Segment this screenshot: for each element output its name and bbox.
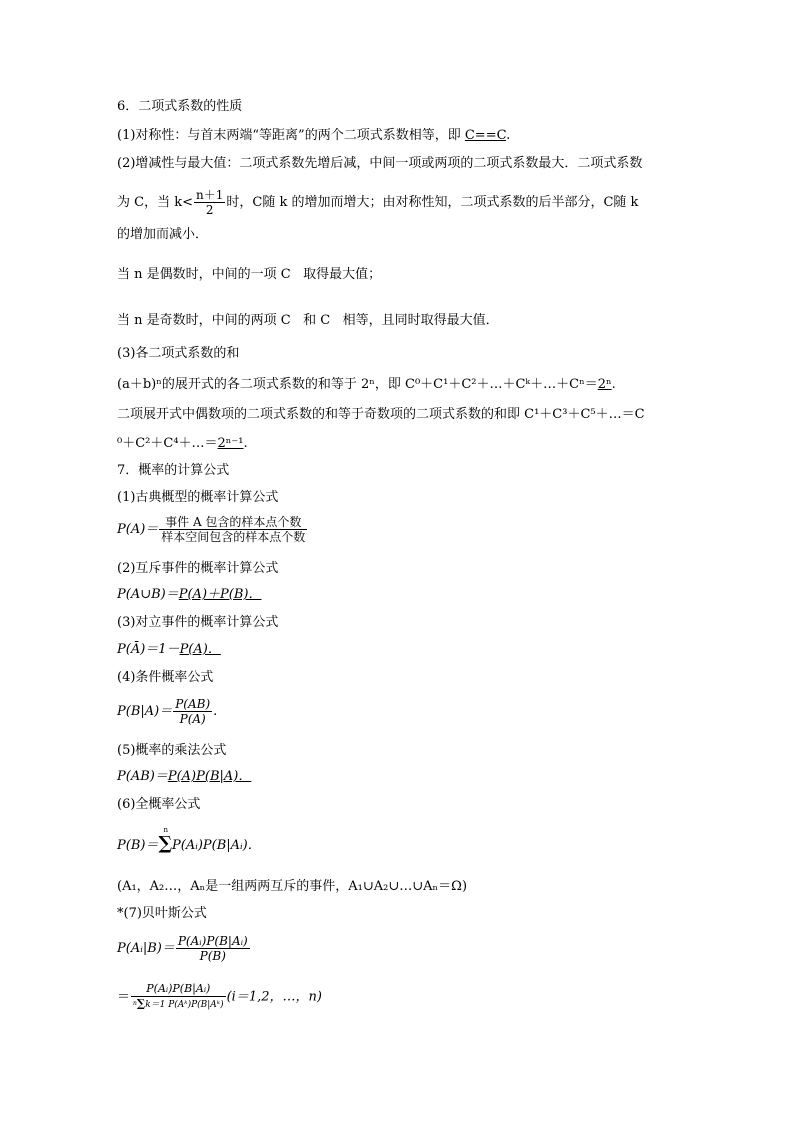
bayes-den-1: P(B) — [199, 949, 226, 963]
bayes-heading: *(7)贝叶斯公式 — [117, 906, 207, 921]
sum-value: 2ⁿ — [597, 377, 612, 392]
monotonic-line-1: (2)增减性与最大值：二项式系数先增后减，中间一项或两项的二项式系数最大．二项式系数 — [117, 156, 643, 171]
bayes-den-2 — [131, 997, 226, 1012]
symmetry-formula: C==C — [464, 128, 507, 143]
sum-line: (a＋b)ⁿ的展开式的各二项式系数的和等于 2ⁿ，即 C⁰＋C¹＋C²＋…＋Cᵏ＋…＋Cⁿ＝2ⁿ. — [117, 377, 616, 392]
multiplication-heading: (5)概率的乘法公式 — [117, 743, 227, 758]
bayes-num-1: P(Aᵢ)P(B|Aᵢ) — [177, 934, 248, 948]
exclusive-lhs: P(A∪B)＝ — [117, 587, 179, 602]
classical-lhs: P(A)＝ — [117, 522, 159, 537]
bayes-lhs: P(Aᵢ|B)＝ — [117, 941, 175, 956]
symmetry-tail: . — [506, 128, 511, 143]
bayes-den-2-text: k＝1 P(Aᵏ)P(B|Aᵏ) — [145, 1000, 224, 1010]
odd-case-text: 当 n 是奇数时，中间的两项 C — [117, 313, 291, 328]
sum-symbol-icon: n ∑ — [158, 836, 172, 854]
mono-part-a: 为 C — [117, 195, 145, 210]
odd-even-sum-line-1: 二项展开式中偶数项的二项式系数的和等于奇数项的二项式系数的和即 C¹＋C³＋C⁵＋…＝C — [117, 407, 645, 422]
sum-text: (a＋b)ⁿ的展开式的各二项式系数的和等于 2ⁿ，即 C⁰＋C¹＋C²＋…＋Cᵏ＋…＋Cⁿ＝ — [117, 377, 598, 392]
total-prob-rhs: P(Aᵢ)P(B|Aᵢ)． — [172, 838, 261, 853]
classical-num: 事件 A 包含的样本点个数 — [159, 515, 307, 530]
conditional-formula: P(B|A)＝ $\frac{P(AB)}{P(A)}$ . — [117, 697, 218, 726]
bayes-fraction-1 — [176, 934, 250, 963]
complement-formula — [117, 642, 221, 658]
multiplication-lhs: P(AB)＝ — [117, 769, 168, 784]
bayes-num-2: P(Aᵢ)P(B|Aᵢ) — [131, 982, 226, 997]
half-fraction — [194, 188, 225, 217]
section-6-title: 6．二项式系数的性质 — [117, 99, 243, 114]
odd-even-text: ⁰＋C²＋C⁴＋…＝ — [117, 436, 218, 451]
bayes-fraction-2 — [131, 982, 226, 1012]
odd-even-tail: . — [243, 436, 248, 451]
total-prob-formula — [117, 826, 261, 854]
odd-even-sum-line-2 — [117, 436, 248, 452]
odd-case-tail: 相等，且同时取得最大值． — [342, 313, 499, 328]
classical-heading: (1)古典概型的概率计算公式 — [117, 490, 279, 505]
complement-heading: (3)对立事件的概率计算公式 — [117, 615, 279, 630]
classical-fraction — [159, 515, 307, 544]
mono-part-d: 随 k 的增加而增大；由对称性知，二项式系数的后半部分，C — [262, 195, 614, 210]
sum-heading: (3)各二项式系数的和 — [117, 346, 240, 361]
complement-lhs: P(Ā)＝1－ — [117, 642, 180, 657]
monotonic-line-3: 的增加而减小． — [117, 227, 209, 242]
symmetry-property — [117, 128, 510, 144]
conditional-lhs: P(B|A)＝ — [117, 704, 173, 719]
bayes-range: (i＝1,2，…，n) — [226, 989, 322, 1005]
monotonic-line-2 — [117, 188, 638, 217]
bayes-formula-1 — [117, 934, 251, 963]
even-case-text: 当 n 是偶数时，中间的一项 C — [117, 267, 291, 282]
classical-den: 样本空间包含的样本点个数 — [161, 530, 306, 544]
mono-part-c: 时，C — [226, 195, 263, 210]
mono-part-b: ，当 k< — [144, 195, 193, 210]
exclusive-rhs: P(A)＋P(B)． — [178, 587, 262, 602]
bayes-sum-limit: n — [133, 1000, 137, 1007]
section-7-title: 7．概率的计算公式 — [117, 463, 230, 478]
conditional-num: P(AB) — [175, 697, 211, 711]
multiplication-formula — [117, 769, 251, 785]
total-prob-condition: (A₁，A₂…，Aₙ是一组两两互斥的事件，A₁∪A₂∪…∪Aₙ＝Ω) — [117, 879, 468, 894]
total-prob-lhs: P(B)＝ — [117, 838, 159, 853]
total-prob-heading: (6)全概率公式 — [117, 797, 201, 812]
even-case-tail: 取得最大值； — [303, 267, 382, 282]
sum-upper-limit: n — [163, 826, 168, 834]
conditional-den: P(A) — [179, 712, 206, 726]
complement-rhs: P(A)． — [179, 642, 221, 657]
odd-case-mid: 和 C — [303, 313, 331, 328]
exclusive-formula — [117, 587, 261, 603]
even-case — [117, 267, 381, 283]
odd-even-value: 2ⁿ⁻¹ — [217, 436, 244, 451]
bayes-formula-2 — [117, 982, 322, 1012]
sum-symbol-icon-small: ∑ — [136, 997, 146, 1010]
odd-case — [117, 313, 499, 329]
exclusive-heading: (2)互斥事件的概率计算公式 — [117, 561, 279, 576]
classical-formula — [117, 515, 308, 544]
mono-part-e: 随 k — [613, 195, 639, 210]
conditional-fraction — [173, 697, 212, 726]
half-fraction-num: n＋1 — [196, 188, 224, 202]
multiplication-rhs: P(A)P(B|A)． — [167, 769, 252, 784]
symmetry-text: (1)对称性：与首末两端“等距离”的两个二项式系数相等，即 — [117, 128, 461, 143]
conditional-heading: (4)条件概率公式 — [117, 670, 214, 685]
bayes-equals: ＝ — [117, 989, 131, 1005]
half-fraction-den: 2 — [205, 203, 214, 217]
